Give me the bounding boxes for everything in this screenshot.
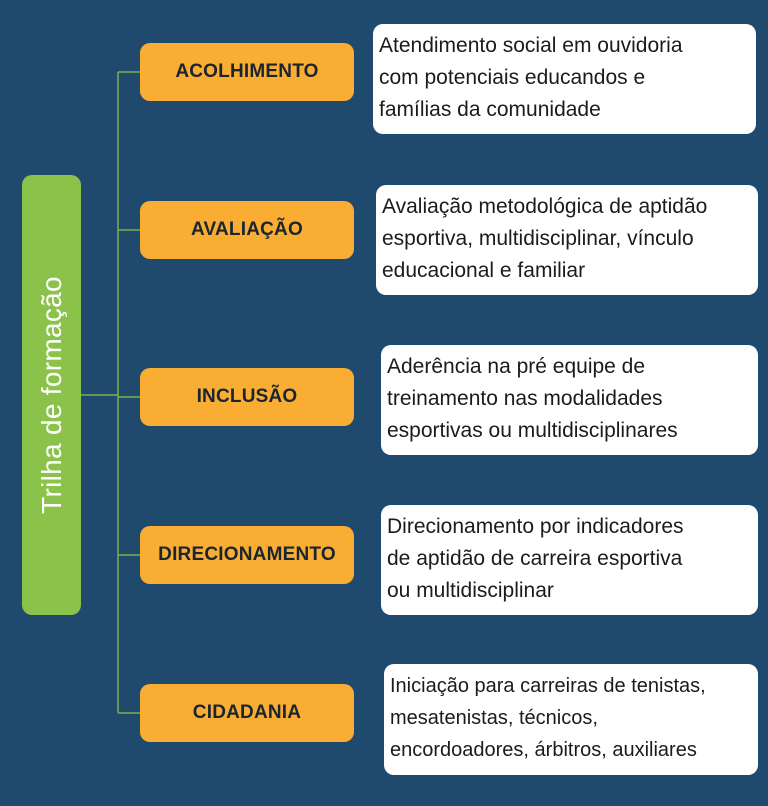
description-line: mesatenistas, técnicos, — [390, 707, 598, 729]
description-line: Iniciação para carreiras de tenistas, — [390, 675, 706, 697]
root-node — [22, 175, 81, 615]
description-line: de aptidão de carreira esportiva — [387, 547, 683, 570]
description-line: treinamento nas modalidades — [387, 387, 663, 410]
description-line: Aderência na pré equipe de — [387, 355, 646, 378]
description-line: educacional e familiar — [382, 259, 586, 282]
description-cidadania — [384, 664, 758, 775]
description-line: com potenciais educandos e — [379, 66, 646, 89]
description-line: esportivas ou multidisciplinares — [387, 419, 678, 442]
root-label: Trilha de formação — [35, 276, 67, 514]
description-line: ou multidisciplinar — [387, 579, 554, 602]
description-acolhimento — [373, 24, 756, 134]
stage-direcionamento: DIRECIONAMENTO — [140, 526, 354, 584]
stage-acolhimento: ACOLHIMENTO — [140, 43, 354, 101]
stage-avaliacao: AVALIAÇÃO — [140, 201, 354, 259]
description-line: Avaliação metodológica de aptidão — [382, 195, 708, 218]
description-avaliacao — [376, 185, 758, 295]
description-line: encordoadores, árbitros, auxiliares — [390, 739, 697, 761]
stage-cidadania: CIDADANIA — [140, 684, 354, 742]
description-line: Direcionamento por indicadores — [387, 515, 684, 538]
stage-inclusao: INCLUSÃO — [140, 368, 354, 426]
description-line: esportiva, multidisciplinar, vínculo — [382, 227, 694, 250]
description-inclusao — [381, 345, 758, 455]
description-line: Atendimento social em ouvidoria — [379, 34, 683, 57]
description-direcionamento — [381, 505, 758, 615]
description-line: famílias da comunidade — [379, 98, 601, 121]
